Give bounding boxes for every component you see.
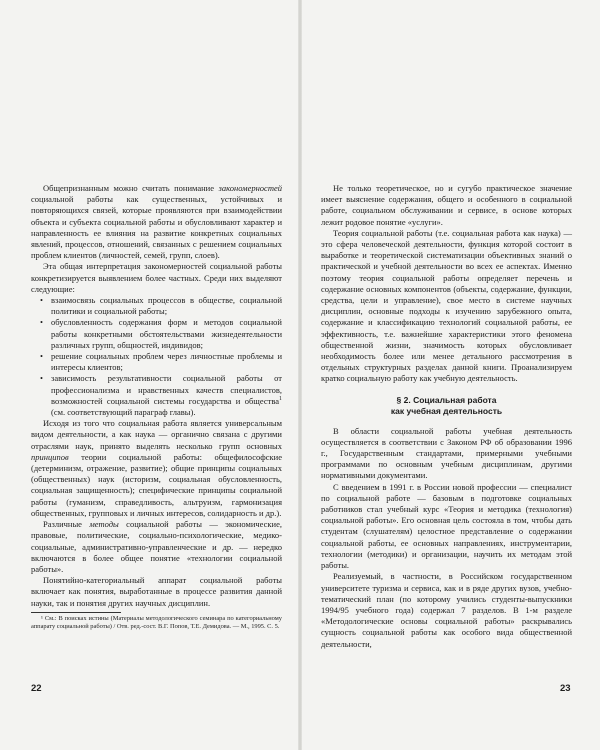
paragraph-laws: Общепризнанным можно считать понимание закономерностей социальной работы как существенных, устойчивых и повторяющихся связей, которые проявляются при взаимодействии объекта и субъекта социальной работы и обусловливают характер и направленность ее влияния на развитие конкретных социальных явлений, процессов, отношений, связанных с решением социальных проблем клиентов (личностей, семей, групп, слоев). — [31, 183, 282, 261]
paragraph-education-law: В области социальной работы учебная деятельность осуществляется в соответствии с Законом РФ об образовании 1996 г., Государственным стандартами, примерными учебными программами по основным учебным дисциплинам, другими нормативными документами. — [321, 425, 572, 481]
list-item: • решение социальных проблем через личностные проблемы и интересы клиентов; — [51, 351, 282, 373]
list-item: • взаимосвязь социальных процессов в обществе, социальной политики и социальной работы; — [51, 295, 282, 317]
paragraph-theory: Теория социальной работы (т.е. социальная работа как наука) — это сфера человеческой деятельности, функция которой состоит в выработке и теоретической систематизации объективных знаний о практической и учебной деятельности во всех ее аспектах. Именно поэтому теория социальной работы определяет перечень и содержание основных компонентов (объекты, содержание, функции, средства, цели и управление), свое место в системе научных дисциплин, основные подходы к изучению зарубежного опыта, содержание и классификацию технологий социальной работы, ее эффективность, т.е. важнейшие характеристики этого феномена общественной жизни, значимость которых обусловливает необходимость более или менее детального рассмотрения в отдельных структурных разделах данной книги. Проанализируем кратко социальную работу как учебную деятельность. — [321, 227, 572, 384]
list-item: • обусловленность содержания форм и методов социальной работы конкретными обстоятельствами жизнедеятельности различных групп, общностей, индивидов; — [51, 317, 282, 351]
right-page-text — [321, 183, 572, 650]
paragraph-profession: С введением в 1991 г. в России новой профессии — специалист по социальной работе — базовым в подготовке социальных работников стал учебный курс «Теория и методика (технология) социальной работы». Его основная цель состояла в том, чтобы дать студентам (слушателям) целостное представление о содержании социальной работы, ее основных направлениях, инструментарии, технологии (методики) и организации, научить их методам этой работы. — [321, 481, 572, 571]
paragraph-interpretation: Эта общая интерпретация закономерностей социальной работы конкретизируется выявлением более частных. Среди них выделяют следующие: — [31, 261, 282, 294]
paragraph-curriculum: Реализуемый, в частности, в Российском государственном университете туризма и сервиса, как и в ряде других вузов, учебно-тематический план (по которому учились студенты-выпускники 1994/95 учебного года) содержал 7 разделов. В 1-м разделе «Методологические основы социальной работы» раскрывались сущность социальной работы как особого вида общественной деятельности, — [321, 571, 572, 649]
section-heading-line2: как учебная деятельность — [390, 405, 503, 416]
footnote-divider — [31, 612, 121, 613]
footnote: ¹ См.: В поисках истины (Материалы методологического семинара по категориальному аппарату социальной работы) / Отв. ред.-сост. В.Г. Попов, Т.Е. Демидова. — М., 1995. С. 5. — [31, 614, 282, 631]
section-heading-line1: § 2. Социальная работа — [396, 394, 497, 405]
paragraph-concepts: Понятийно-категориальный аппарат социальной работы включает как понятия, выработанные в процессе развития данной науки, так и понятия других научных дисциплин. — [31, 575, 282, 608]
footnote-marker: 1 — [279, 396, 282, 403]
left-page-text — [31, 183, 282, 632]
section-heading — [321, 395, 572, 417]
page-number-right: 23 — [560, 683, 571, 694]
page-number-left: 22 — [31, 683, 42, 694]
laws-list — [31, 295, 282, 418]
list-item: • зависимость результативности социальной работы от профессионализма и нравственных качеств специалистов, возможностей социальной системы государства и общества$^1$ (см. соответствующий параграф главы). — [51, 373, 282, 418]
paragraph-methods: Различные методы социальной работы — экономические, правовые, политические, социально-психологические, медико-социальные, административно-управленческие и др. — нередко включаются в более общее понятие «технологии социальной работы». — [31, 519, 282, 574]
book-gutter — [298, 0, 302, 750]
paragraph-services: Не только теоретическое, но и сугубо практическое значение имеет выяснение содержания, общего и особенного в социальной работе, социальном обслуживании и сервисе, в основе которых лежит родовое понятие «услуги». — [321, 183, 572, 227]
paragraph-principles: Исходя из того что социальная работа является универсальным видом деятельности, а как наука — органично связана с другими отраслями наук, принято выделять несколько групп основных принципов теории социальной работы: общефилософские (детерминизм, отражение, развитие); общие принципы социальных (общественных) наук (историзм, социальная обусловленность, социальная защищенность); специфические принципы социальной работы (гуманизм, справедливость, альтруизм, гармонизация общественных, групповых и личных интересов, солидарность и др.). — [31, 418, 282, 518]
